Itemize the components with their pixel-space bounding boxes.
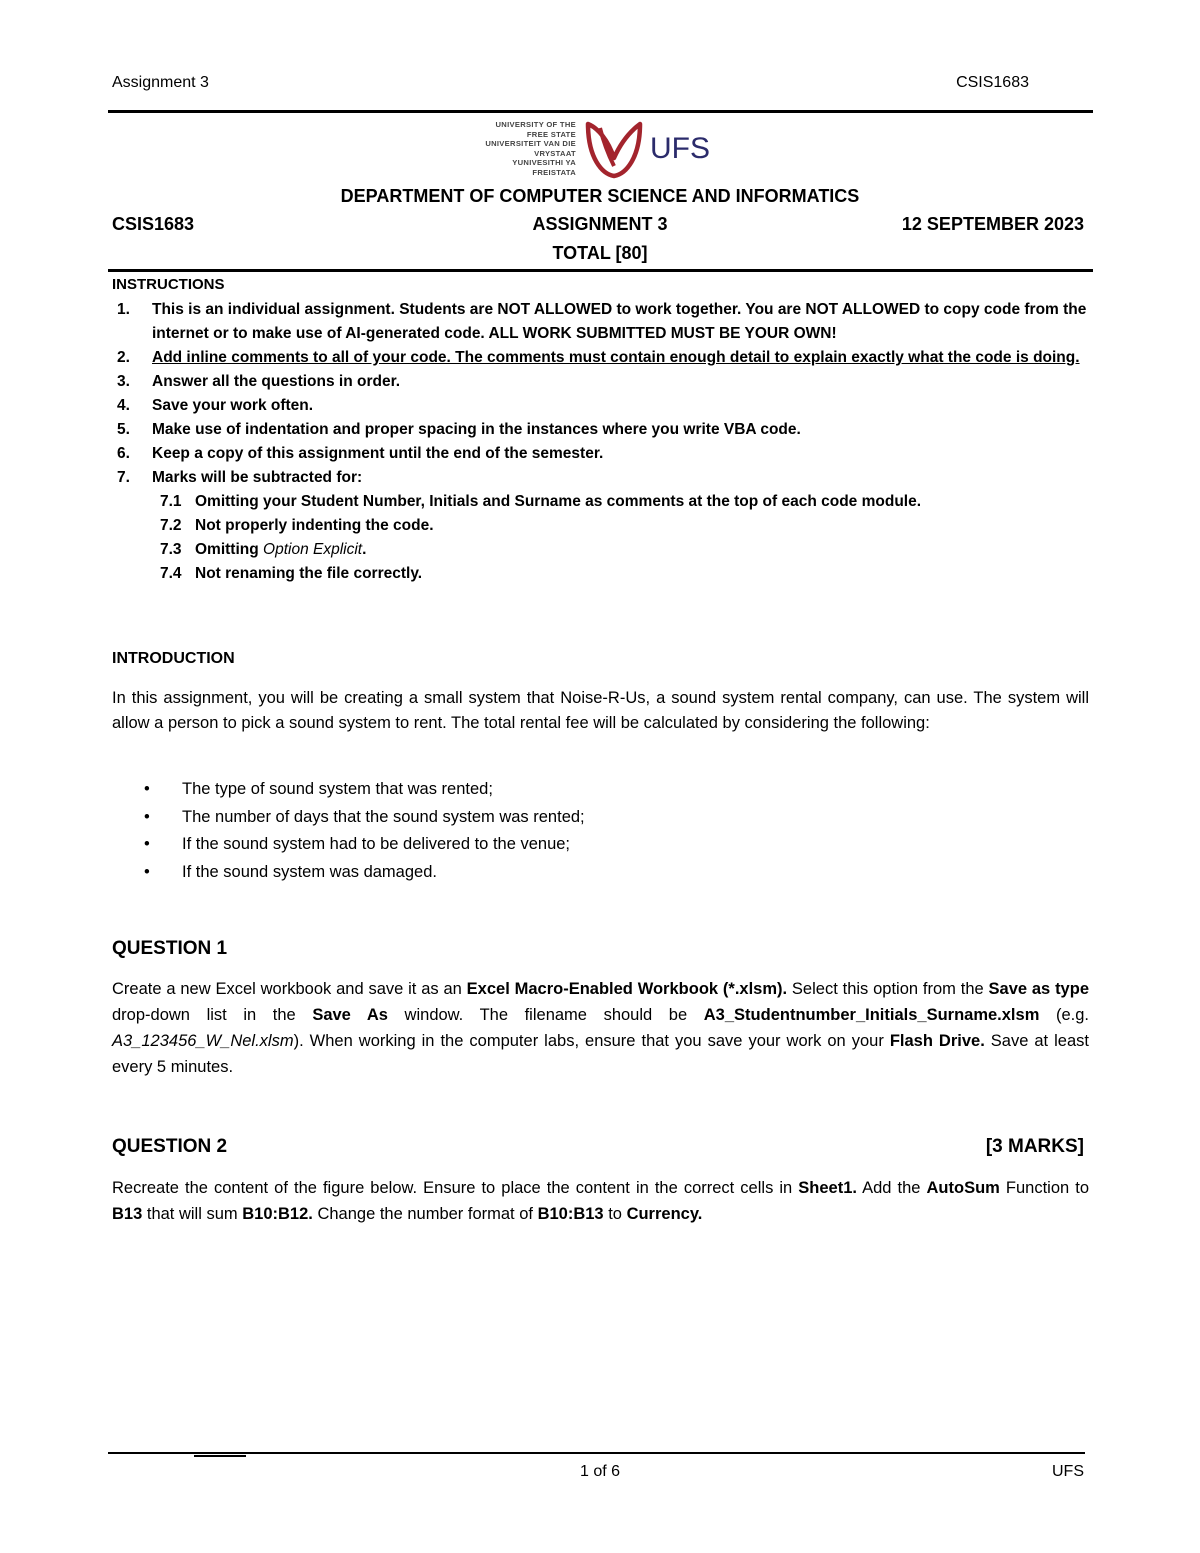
header-right: CSIS1683 — [956, 74, 1029, 91]
instruction-item: 4. Save your work often. — [117, 397, 314, 414]
introduction-title: INTRODUCTION — [112, 650, 235, 667]
instruction-subitem: 7.4 Not renaming the file correctly. — [160, 565, 423, 582]
instruction-item: 1. This is an individual assignment. Students are NOT ALLOWED to work together. You are NOT ALLOWED to copy code from the internet or to make use of AI-generated code. ALL WORK SUBMITTED MUST BE YOUR OWN! — [117, 301, 1087, 342]
instructions-title: INSTRUCTIONS — [112, 276, 225, 293]
question1-title: QUESTION 1 — [112, 938, 228, 959]
list-item: • If the sound system was damaged. — [112, 859, 1012, 887]
introduction-bullets — [112, 776, 1012, 886]
header-left: Assignment 3 — [112, 74, 209, 91]
instruction-item: 3. Answer all the questions in order. — [117, 373, 401, 390]
assignment-title: ASSIGNMENT 3 — [532, 214, 668, 234]
footer-right: UFS — [1052, 1463, 1084, 1480]
list-item: • If the sound system had to be delivered to the venue; — [112, 831, 1012, 859]
department-title: DEPARTMENT OF COMPUTER SCIENCE AND INFORMATICS — [340, 186, 860, 206]
instruction-item: 2. Add inline comments to all of your code. The comments must contain enough detail to explain exactly what the code is doing. — [117, 349, 1080, 366]
instruction-subitem: 7.2 Not properly indenting the code. — [160, 517, 434, 534]
question2-marks: [3 MARKS] — [985, 1136, 1084, 1157]
instructions-list — [112, 298, 1092, 586]
total-marks: TOTAL [80] — [552, 243, 648, 263]
instruction-subitem: 7.1 Omitting your Student Number, Initials and Surname as comments at the top of each code module. — [160, 493, 922, 510]
introduction-text: In this assignment, you will be creating a small system that Noise-R-Us, a sound system rental company, can use. The system will allow a person to pick a sound system to rent. The total rental fee will be calculated by considering the following: — [112, 689, 1089, 732]
instruction-item: 6. Keep a copy of this assignment until the end of the semester. — [117, 445, 604, 462]
ufs-logo — [470, 118, 750, 180]
logo-text: UNIVERSITY OF THE FREE STATE UNIVERSITEIT VAN DIE VRYSTAAT YUNIVESITHI YA FREISTATA — [485, 120, 576, 177]
assignment-date: 12 SEPTEMBER 2023 — [901, 214, 1084, 234]
instruction-item: 7. Marks will be subtracted for: 7.1 Omitting your Student Number, Initials and Surname as comments at the top of each code module. 7.2 Not properly indenting the code. 7.3 Omitting Option Explicit. 7.4 Not renaming the file correctly. — [112, 466, 1092, 586]
list-item: • The type of sound system that was rented; — [112, 776, 1012, 804]
logo-wordmark: UFS — [650, 132, 710, 165]
instruction-item: 5. Make use of indentation and proper spacing in the instances where you write VBA code. — [117, 421, 801, 438]
course-code: CSIS1683 — [112, 214, 195, 234]
header-rule — [108, 110, 1093, 113]
question2-text: Recreate the content of the figure below. Ensure to place the content in the correct cells in Sheet1. Add the AutoSum Function to B13 that will sum B10:B12. Change the number format of B10:B13 to Currency. — [112, 1179, 1089, 1223]
question2-title: QUESTION 2 — [112, 1136, 228, 1157]
instruction-subitem: 7.3 Omitting Option Explicit. — [160, 541, 367, 558]
page-number: 1 of 6 — [579, 1463, 621, 1480]
footer-rule-accent — [194, 1455, 246, 1457]
ufs-emblem-icon — [582, 118, 732, 180]
list-item: • The number of days that the sound system was rented; — [112, 804, 1012, 832]
question1-text: Create a new Excel workbook and save it as an Excel Macro-Enabled Workbook (*.xlsm). Select this option from the Save as type drop-down list in the Save As window. The filename should be A3_Studentnumber_Initials_Surname.xlsm (e.g. A3_123456_W_Nel.xlsm). When working in the computer labs, ensure that you save your work on your Flash Drive. Save at least every 5 minutes. — [112, 980, 1089, 1076]
footer-rule — [108, 1452, 1085, 1454]
title-rule — [108, 269, 1093, 272]
